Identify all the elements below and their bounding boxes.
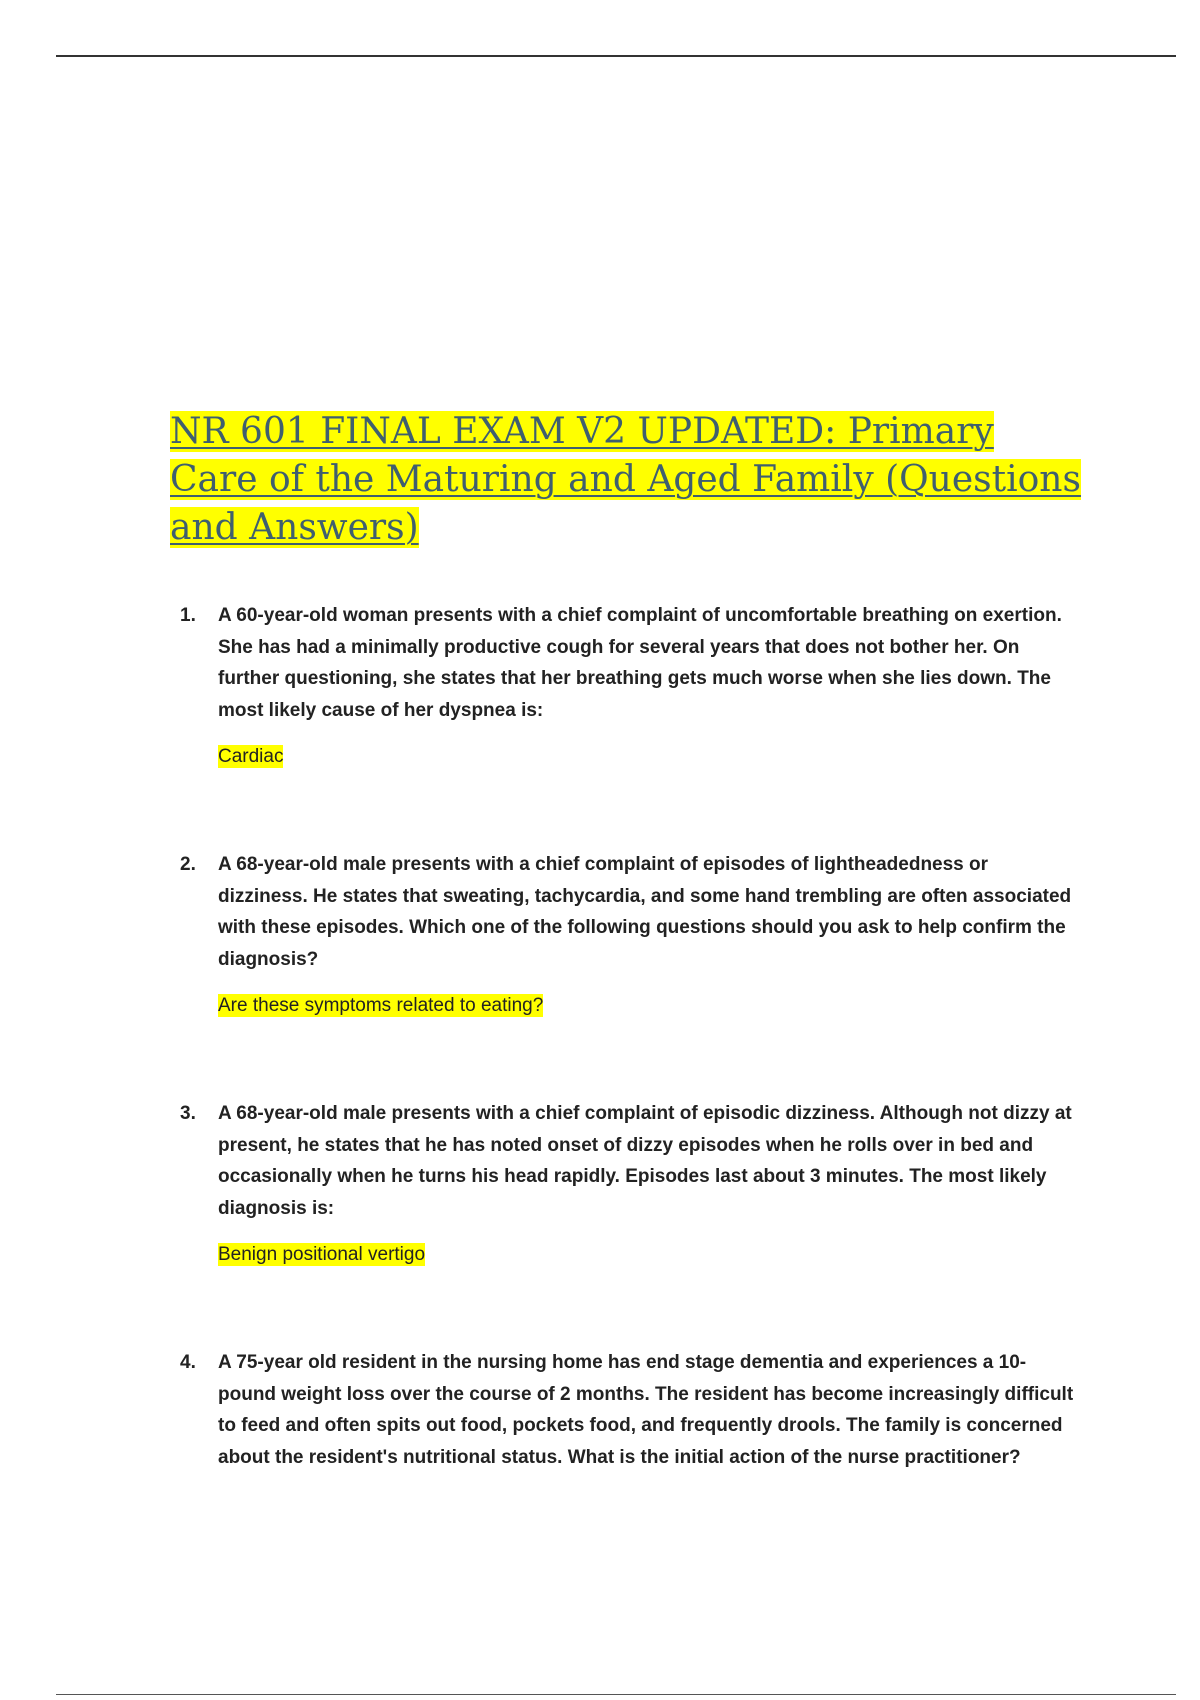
answer-text: Benign positional vertigo bbox=[218, 1244, 426, 1265]
question-item bbox=[178, 1098, 1078, 1269]
document-title-text: NR 601 FINAL EXAM V2 UPDATED: Primary Care of the Maturing and Aged Family (Questions and Answers) bbox=[170, 411, 1081, 548]
footer-rule bbox=[56, 1694, 1176, 1695]
question-text: A 68-year-old male presents with a chief complaint of episodic dizziness. Although not dizzy at present, he states that he has noted onset of dizzy episodes when he rolls over in bed and occasionally when he turns his head rapidly. Episodes last about 3 minutes. The most likely diagnosis is: bbox=[218, 1103, 1072, 1219]
answer bbox=[218, 1241, 1078, 1269]
question-number: 1. bbox=[180, 605, 196, 626]
question-list bbox=[178, 600, 1078, 1473]
answer bbox=[218, 743, 1078, 771]
document-title bbox=[170, 408, 1090, 552]
answer-text: Are these symptoms related to eating? bbox=[218, 995, 544, 1016]
question-text: A 68-year-old male presents with a chief complaint of episodes of lightheadedness or dizziness. He states that sweating, tachycardia, and some hand trembling are often associated with these episodes. Which one of the following questions should you ask to help confirm the diagnosis? bbox=[218, 854, 1072, 970]
question-item bbox=[178, 600, 1078, 771]
answer bbox=[218, 992, 1078, 1020]
header-rule bbox=[56, 55, 1176, 57]
question-text: A 75-year old resident in the nursing home has end stage dementia and experiences a 10-pound weight loss over the course of 2 months. The resident has become increasingly difficult to feed and often spits out food, pockets food, and frequently drools. The family is concerned about the resident's nutritional status. What is the initial action of the nurse practitioner? bbox=[218, 1352, 1074, 1468]
question-number: 3. bbox=[180, 1103, 196, 1124]
answer-text: Cardiac bbox=[218, 746, 284, 767]
question-text: A 60-year-old woman presents with a chief complaint of uncomfortable breathing on exertion. She has had a minimally productive cough for several years that does not bother her. On further questioning, she states that her breathing gets much worse when she lies down. The most likely cause of her dyspnea is: bbox=[218, 605, 1062, 721]
question-item bbox=[178, 849, 1078, 1020]
question-number: 4. bbox=[180, 1352, 196, 1373]
question-item bbox=[178, 1347, 1078, 1473]
question-number: 2. bbox=[180, 854, 196, 875]
